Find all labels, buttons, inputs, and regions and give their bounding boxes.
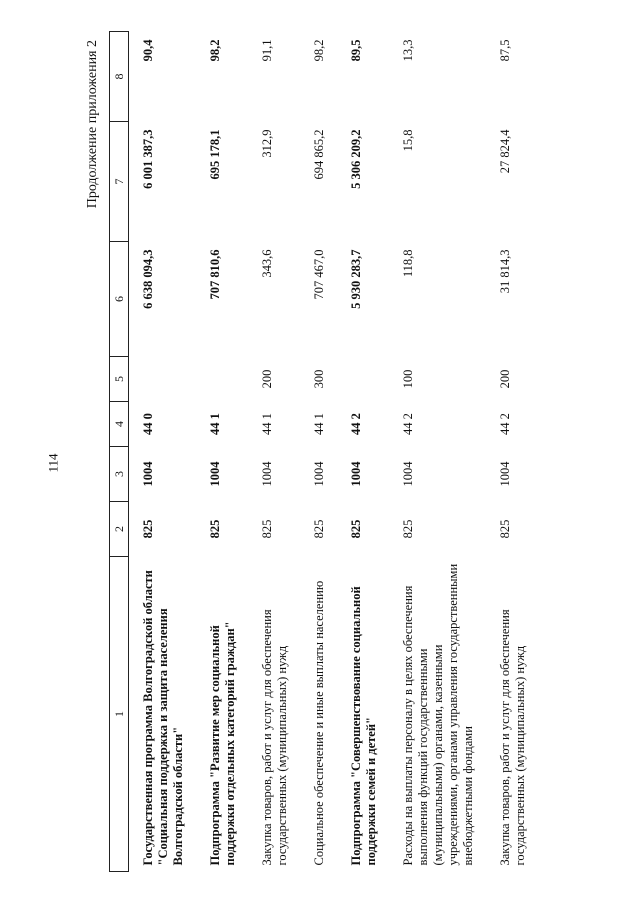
table-row — [248, 32, 300, 872]
executed-amount-cell: 5 306 209,2 — [349, 129, 363, 189]
table-row — [129, 32, 197, 872]
expense-type-cell — [196, 357, 248, 402]
row-name-cell: Закупка товаров, работ и услуг для обеспечения государственных (муниципальных) нужд — [498, 609, 527, 866]
header-cell-2: 2 — [110, 502, 129, 557]
header-cell-1: 1 — [110, 557, 129, 872]
section-code-cell: 1004 — [141, 461, 155, 487]
executed-amount-cell: 694 865,2 — [312, 129, 326, 180]
row-name-cell: Подпрограмма "Развитие мер социальной поддержки отдельных категорий граждан" — [208, 621, 237, 866]
admin-code-cell: 825 — [141, 519, 155, 539]
target-item-cell: 44 2 — [349, 413, 363, 435]
section-code-cell: 1004 — [401, 461, 415, 487]
table-row — [196, 32, 248, 872]
target-item-cell: 44 1 — [208, 413, 222, 435]
target-item-cell: 44 2 — [401, 413, 415, 435]
planned-amount-cell: 6 638 094,3 — [141, 249, 155, 309]
executed-amount-cell: 312,9 — [260, 129, 274, 158]
planned-amount-cell: 707 810,6 — [208, 249, 222, 300]
page-number: 114 — [45, 453, 61, 473]
budget-table — [109, 31, 538, 872]
expense-type-cell: 300 — [312, 369, 326, 389]
appendix-label: Продолжение приложения 2 — [85, 40, 100, 209]
target-item-cell: 44 1 — [260, 413, 274, 435]
header-cell-6: 6 — [110, 242, 129, 357]
planned-amount-cell: 5 930 283,7 — [349, 249, 363, 309]
expense-type-cell: 100 — [401, 369, 415, 389]
header-cell-5: 5 — [110, 357, 129, 402]
header-cell-4: 4 — [110, 402, 129, 447]
planned-amount-cell: 707 467,0 — [312, 249, 326, 300]
header-cell-7: 7 — [110, 122, 129, 242]
table-header-row — [110, 32, 129, 872]
planned-amount-cell: 31 814,3 — [498, 249, 512, 294]
execution-percent-cell: 90,4 — [141, 39, 155, 62]
table-row — [300, 32, 337, 872]
table-row — [337, 32, 389, 872]
table-row — [389, 32, 486, 872]
expense-type-cell — [337, 357, 389, 402]
executed-amount-cell: 15,8 — [401, 129, 415, 152]
row-name-cell: Закупка товаров, работ и услуг для обеспечения государственных (муниципальных) нужд — [260, 609, 289, 866]
planned-amount-cell: 118,8 — [401, 249, 415, 278]
admin-code-cell: 825 — [498, 519, 512, 539]
target-item-cell: 44 0 — [141, 413, 155, 435]
header-cell-8: 8 — [110, 32, 129, 122]
admin-code-cell: 825 — [401, 519, 415, 539]
planned-amount-cell: 343,6 — [260, 249, 274, 278]
admin-code-cell: 825 — [208, 519, 222, 539]
execution-percent-cell: 89,5 — [349, 39, 363, 62]
expense-type-cell: 200 — [260, 369, 274, 389]
expense-type-cell — [129, 357, 197, 402]
rotated-page-content — [85, 32, 605, 872]
section-code-cell: 1004 — [312, 461, 326, 487]
admin-code-cell: 825 — [349, 519, 363, 539]
executed-amount-cell: 695 178,1 — [208, 129, 222, 180]
section-code-cell: 1004 — [498, 461, 512, 487]
header-cell-3: 3 — [110, 447, 129, 502]
execution-percent-cell: 91,1 — [260, 39, 274, 62]
executed-amount-cell: 27 824,4 — [498, 129, 512, 174]
section-code-cell: 1004 — [208, 461, 222, 487]
row-name-cell: Социальное обеспечение и иные выплаты населению — [312, 580, 326, 866]
row-name-cell: Государственная программа Волгоградской области "Социальная поддержка и защита населения Волгоградской области" — [141, 570, 185, 866]
row-name-cell: Подпрограмма "Совершенствование социальной поддержки семей и детей" — [349, 586, 378, 866]
executed-amount-cell: 6 001 387,3 — [141, 129, 155, 189]
execution-percent-cell: 87,5 — [498, 39, 512, 62]
section-code-cell: 1004 — [260, 461, 274, 487]
table-row — [486, 32, 538, 872]
admin-code-cell: 825 — [312, 519, 326, 539]
execution-percent-cell: 13,3 — [401, 39, 415, 62]
row-name-cell: Расходы на выплаты персоналу в целях обеспечения выполнения функций государственными (муниципальными) органами, казенными учреждениями, органами управления государственными внебюджетными фондами — [401, 563, 475, 866]
admin-code-cell: 825 — [260, 519, 274, 539]
section-code-cell: 1004 — [349, 461, 363, 487]
table-body — [129, 32, 539, 872]
execution-percent-cell: 98,2 — [208, 39, 222, 62]
execution-percent-cell: 98,2 — [312, 39, 326, 62]
target-item-cell: 44 2 — [498, 413, 512, 435]
target-item-cell: 44 1 — [312, 413, 326, 435]
expense-type-cell: 200 — [498, 369, 512, 389]
